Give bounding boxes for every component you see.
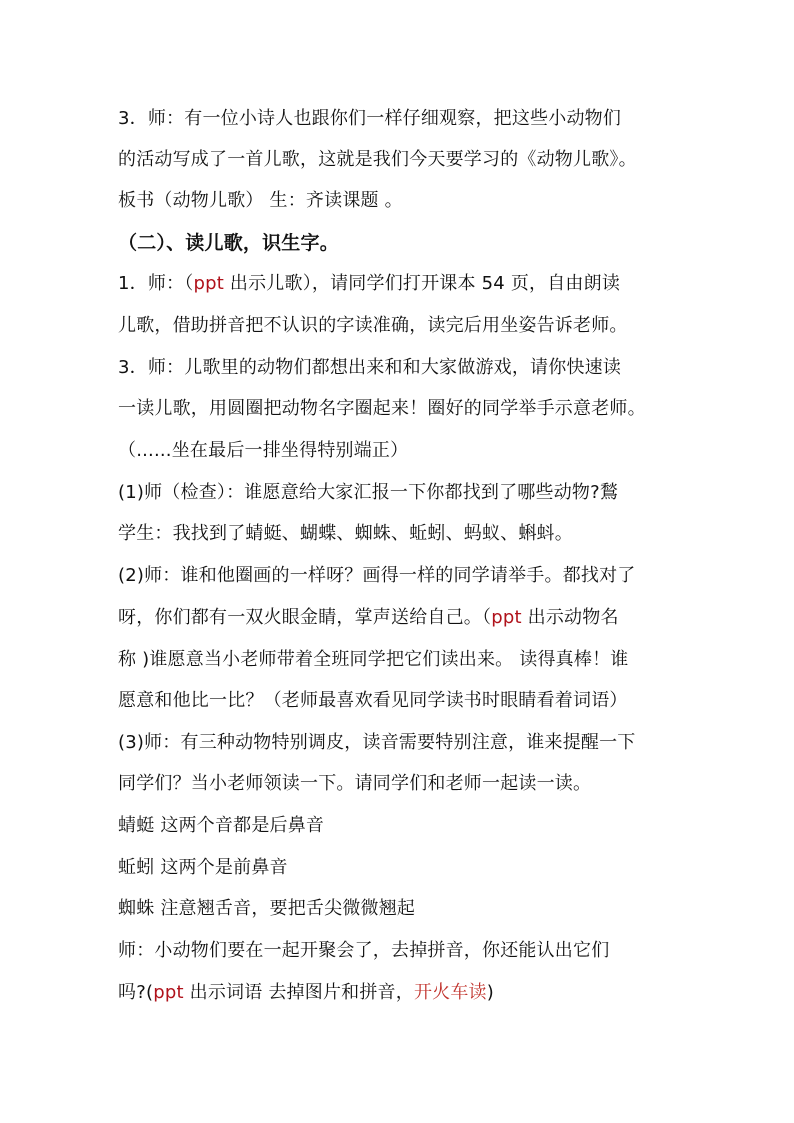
paragraph-line-17 [118, 772, 758, 796]
text: 师：小动物们要在一起开聚会了，去掉拼音，你还能认出它们 [118, 940, 610, 961]
text: 蚯蚓 这两个是前鼻音 [118, 857, 288, 878]
ppt-highlight: ppt [491, 607, 522, 628]
paragraph-line-7 [118, 356, 758, 380]
text: (1)师（检查）：谁愿意给大家汇报一下你都找到了哪些动物?鶖 [118, 482, 619, 503]
paragraph-line-2 [118, 148, 758, 172]
paragraph-line-9 [118, 439, 758, 463]
paragraph-line-21 [118, 939, 758, 963]
text: (3)师：有三种动物特别调皮，读音需要特别注意，谁来提醒一下 [118, 732, 636, 753]
paragraph-line-11 [118, 522, 758, 546]
paragraph-line-6 [118, 314, 758, 338]
paragraph-line-5 [118, 272, 758, 296]
ppt-highlight: ppt [193, 273, 224, 294]
text: 出示儿歌），请同学们打开课本 54 页，自由朗读 [223, 273, 621, 294]
text: 一读儿歌，用圆圈把动物名字圈起来！圈好的同学举手示意老师。 [118, 398, 646, 419]
paragraph-line-3 [118, 189, 758, 213]
text: 儿歌，借助拼音把不认识的字读准确，读完后用坐姿告诉老师。 [118, 315, 628, 336]
text: 愿意和他比一比？（老师最喜欢看见同学读书时眼睛看着词语） [118, 690, 628, 711]
paragraph-line-19 [118, 856, 758, 880]
text: 蜻蜓 这两个音都是后鼻音 [118, 815, 325, 836]
paragraph-line-18 [118, 814, 758, 838]
paragraph-line-10 [118, 481, 758, 505]
text: 3．师：儿歌里的动物们都想出来和和大家做游戏，请你快速读 [118, 357, 622, 378]
emphasis-text: 开火车读 [413, 982, 487, 1003]
text: 3．师：有一位小诗人也跟你们一样仔细观察，把这些小动物们 [118, 108, 622, 129]
ppt-highlight: ppt [153, 982, 184, 1003]
text: 称 )谁愿意当小老师带着全班同学把它们读出来。 读得真棒！谁 [118, 649, 629, 670]
text: 板书（动物儿歌） 生：齐读课题 。 [118, 190, 403, 211]
paragraph-line-15 [118, 689, 758, 713]
text: (2)师：谁和他圈画的一样呀？画得一样的同学请举手。都找对了 [118, 565, 636, 586]
text: 吗?( [118, 982, 154, 1003]
text: 出示动物名 [521, 607, 619, 628]
text: 出示词语 去掉图片和拼音， [183, 982, 414, 1003]
paragraph-line-22 [118, 981, 758, 1005]
heading-text: （二）、读儿歌，识生字。 [118, 232, 339, 254]
text: （......坐在最后一排坐得特别端正） [118, 440, 409, 461]
text: 同学们？当小老师领读一下。请同学们和老师一起读一读。 [118, 773, 592, 794]
text: 蜘蛛 注意翘舌音，要把舌尖微微翘起 [118, 898, 416, 919]
paragraph-line-16 [118, 731, 758, 755]
text: ) [486, 982, 494, 1003]
paragraph-line-20 [118, 897, 758, 921]
text: 学生：我找到了蜻蜓、蝴蝶、蜘蛛、蚯蚓、蚂蚁、蝌蚪。 [118, 523, 573, 544]
paragraph-line-1 [118, 107, 758, 131]
paragraph-line-13 [118, 606, 758, 630]
text: 1．师：（ [118, 273, 194, 294]
paragraph-line-8 [118, 397, 758, 421]
section-heading [118, 231, 758, 255]
paragraph-line-12 [118, 564, 758, 588]
text: 的活动写成了一首儿歌，这就是我们今天要学习的《动物儿歌》。 [118, 149, 637, 170]
text: 呀，你们都有一双火眼金睛，掌声送给自己。（ [118, 607, 492, 628]
paragraph-line-14 [118, 648, 758, 672]
